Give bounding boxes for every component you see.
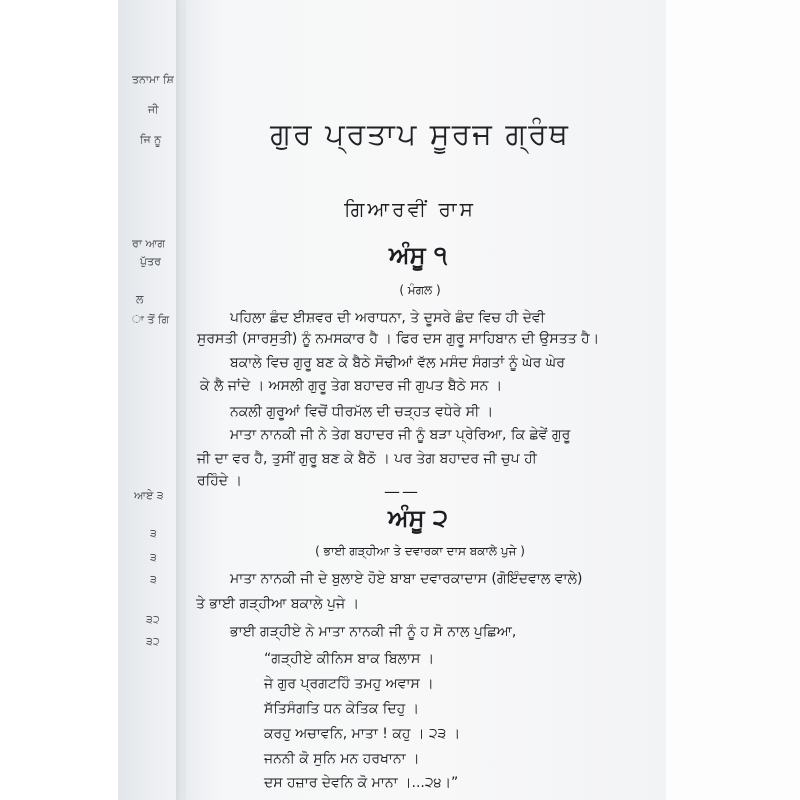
paragraph-line: ਪਹਿਲਾ ਛੰਦ ਈਸ਼ਵਰ ਦੀ ਅਰਾਧਨਾ, ਤੇ ਦੂਸਰੇ ਛੰਦ ਵਿਚ ਹੀ ਦੇਵੀ	[230, 310, 545, 326]
paragraph-line: ਜੀ ਦਾ ਵਰ ਹੈ, ਤੁਸੀਂ ਗੁਰੂ ਬਣ ਕੇ ਬੈਠੋ । ਪਰ ਤੇਗ ਬਹਾਦਰ ਜੀ ਚੁਪ ਹੀ	[197, 451, 537, 467]
back-page-text: ਪੁੱਤਰ	[140, 255, 161, 268]
back-page-text: ੩੨	[146, 635, 160, 648]
verse-line: ਜਨਨੀ ਕੋ ਸੁਨਿ ਮਨ ਹਰਖਾਨਾ ।	[264, 751, 420, 767]
verse-line: ਸੱਤਿਸੰਗਤਿ ਧਨ ਕੇਤਿਕ ਦਿਹੁ ।	[264, 701, 420, 717]
back-page-text: ੩੨	[146, 613, 160, 626]
section-heading: ਅੰਸੂ ੧	[388, 241, 447, 269]
paragraph-line: ਮਾਤਾ ਨਾਨਕੀ ਜੀ ਦੇ ਬੁਲਾਏ ਹੋਏ ਬਾਬਾ ਦਵਾਰਕਾਦਾਸ (ਗੋਇੰਦਵਾਲ ਵਾਲੇ)	[230, 571, 583, 587]
back-page-text: ਾ ਤੋਂ ਗਿ	[132, 313, 170, 326]
verse-line: “ਗੜ੍ਹੀਏ ਕੀਨਿਸ ਬਾਕ ਬਿਲਾਸ ।	[264, 651, 435, 667]
back-page-text: ੩	[150, 527, 157, 540]
paragraph-line: ਨਕਲੀ ਗੁਰੂਆਂ ਵਿਚੋਂ ਧੀਰਮੱਲ ਦੀ ਚੜ੍ਹਤ ਵਧੇਰੇ ਸੀ ।	[230, 404, 494, 420]
paragraph-line: ਕੇ ਲੈ ਜਾਂਦੇ । ਅਸਲੀ ਗੁਰੂ ਤੇਗ ਬਹਾਦਰ ਜੀ ਗੁਪਤ ਬੈਠੇ ਸਨ ।	[200, 378, 503, 394]
verse-line: ਕਰਹੁ ਅਚਾਵਨਿ, ਮਾਤਾ ! ਕਹੁ । ੨੩ ।	[264, 726, 461, 742]
section-divider: ——	[384, 482, 420, 501]
back-page-text: ਲ	[136, 293, 144, 306]
paragraph-line: ਸੁਰਸਤੀ (ਸਾਰਸੁਤੀ) ਨੂੰ ਨਮਸਕਾਰ ਹੈ । ਫਿਰ ਦਸ ਗੁਰੂ ਸਾਹਿਬਾਨ ਦੀ ਉਸਤਤ ਹੈ।	[197, 331, 600, 347]
back-page-text: ਜਿ ਨੂ	[140, 133, 162, 146]
back-page-text: ੩	[150, 573, 157, 586]
back-page-text: ੩	[150, 551, 157, 564]
back-page-text: ਰਾ ਆਗ	[132, 237, 166, 250]
back-page-text: ਜੀ	[148, 103, 159, 116]
section-subtitle: ( ਮੰਗਲ )	[399, 283, 441, 297]
book-title: ਗੁਰ ਪ੍ਰਤਾਪ ਸੂਰਜ ਗ੍ਰੰਥ	[270, 117, 570, 152]
paragraph-line: ਬਕਾਲੇ ਵਿਚ ਗੁਰੂ ਬਣ ਕੇ ਬੈਠੇ ਸੋਢੀਆਂ ਵੱਲ ਮਸੰਦ ਸੰਗਤਾਂ ਨੂੰ ਘੇਰ ਘੇਰ	[230, 355, 565, 371]
paragraph-line: ਰਹਿੰਦੇ ।	[197, 473, 242, 489]
volume-title: ਗਿਆਰਵੀਂ ਰਾਸ	[344, 197, 476, 221]
back-page-text: ਤਨਾਮਾ ਸ਼ਿ	[132, 73, 174, 86]
paragraph-line: ਭਾਈ ਗੜ੍ਹੀਏ ਨੇ ਮਾਤਾ ਨਾਨਕੀ ਜੀ ਨੂੰ ਹ ਸੋ ਨਾਲ ਪੁਛਿਆ,	[230, 624, 517, 640]
section-subtitle: ( ਭਾਈ ਗੜ੍ਹੀਆ ਤੇ ਦਵਾਰਕਾ ਦਾਸ ਬਕਾਲੇ ਪੁਜੇ )	[315, 544, 525, 558]
back-page-text: ਆਏ ੩	[134, 489, 164, 502]
verse-line: ਜੇ ਗੁਰ ਪ੍ਰਗਟਹਿੰ ਤਮਹੁ ਅਵਾਸ ।	[264, 676, 434, 692]
section-heading: ਅੰਸੂ ੨	[388, 504, 448, 532]
paragraph-line: ਤੇ ਭਾਈ ਗੜ੍ਹੀਆ ਬਕਾਲੇ ਪੁਜੇ ।	[196, 596, 360, 612]
paragraph-line: ਮਾਤਾ ਨਾਨਕੀ ਜੀ ਨੇ ਤੇਗ ਬਹਾਦਰ ਜੀ ਨੂੰ ਬੜਾ ਪ੍ਰੇਰਿਆ, ਕਿ ਛੇਵੇਂ ਗੁਰੂ	[230, 427, 571, 443]
verse-line: ਦਸ ਹਜ਼ਾਰ ਦੇਵਨਿ ਕੋ ਮਾਨਾ ।...੨੪।”	[264, 775, 459, 791]
